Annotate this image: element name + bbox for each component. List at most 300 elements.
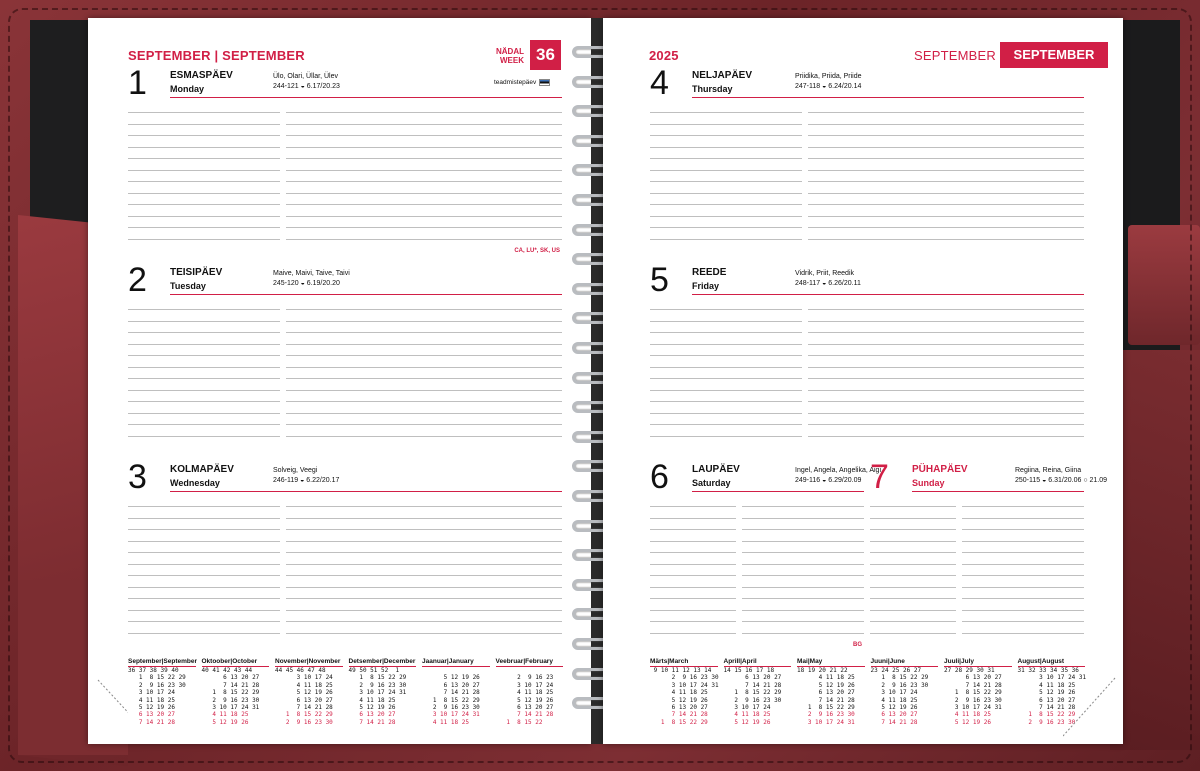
mini-calendar-row: 4 11 18 25 xyxy=(495,689,554,697)
ruled-line xyxy=(128,216,280,217)
mini-calendar xyxy=(496,658,564,726)
mini-calendar-week-numbers: 23 24 25 26 27 xyxy=(870,667,922,674)
day-info-sun: 245-120 ◒ 6.19/20.20 xyxy=(273,280,340,287)
ruled-line xyxy=(650,633,736,634)
mini-calendar-week-numbers: 49 50 51 52 1 xyxy=(348,667,400,674)
ruled-line xyxy=(286,518,562,519)
mini-calendar-row: 2 9 16 23 30 xyxy=(348,681,407,689)
ruled-line xyxy=(650,170,802,171)
day-number: 5 xyxy=(650,261,669,299)
ruled-line xyxy=(650,216,802,217)
mini-calendar-title: Juuni|June xyxy=(871,658,939,667)
mini-calendar-row: 6 13 20 27 xyxy=(201,674,260,682)
day-block xyxy=(128,64,562,254)
ruled-line xyxy=(808,158,1084,159)
ruled-line xyxy=(808,181,1084,182)
mini-calendar-title: Mai|May xyxy=(797,658,865,667)
ruled-line xyxy=(286,309,562,310)
mini-calendar-title: Märts|March xyxy=(650,658,718,667)
mini-calendar-title: November|November xyxy=(275,658,343,667)
ruled-line xyxy=(650,309,802,310)
ruled-line xyxy=(650,239,802,240)
day-block xyxy=(650,64,1084,246)
ruled-line xyxy=(128,378,280,379)
ruled-line xyxy=(962,587,1084,588)
day-name-et: TEISIPÄEV xyxy=(170,267,223,278)
name-day-list: Ülo, Olari, Üllar, Ülev xyxy=(273,73,338,80)
mini-calendar-row: 6 13 20 27 xyxy=(422,681,480,689)
ruled-line xyxy=(286,367,562,368)
ruled-line xyxy=(650,610,736,611)
day-number: 1 xyxy=(128,64,147,102)
ruled-line xyxy=(742,541,864,542)
ruled-line xyxy=(650,181,802,182)
ruled-line xyxy=(650,436,802,437)
mini-calendar xyxy=(349,658,417,726)
mini-calendar-row: 3 10 17 24 xyxy=(870,689,918,697)
ruled-line xyxy=(128,633,280,634)
ruled-line xyxy=(808,227,1084,228)
ruled-line xyxy=(742,575,864,576)
ruled-line xyxy=(808,321,1084,322)
ruled-line xyxy=(650,621,736,622)
ruled-line xyxy=(650,378,802,379)
day-number: 3 xyxy=(128,458,147,496)
ruled-line xyxy=(128,610,280,611)
mini-calendar-row: 5 12 19 26 xyxy=(128,704,186,712)
mini-calendar xyxy=(422,658,490,726)
mini-calendar-row: 2 9 16 23 xyxy=(495,674,554,682)
day-name-en: Friday xyxy=(692,281,720,291)
ruled-line xyxy=(808,193,1084,194)
ruled-line xyxy=(286,575,562,576)
mini-calendar-week-numbers xyxy=(422,667,490,674)
mini-calendar-week-numbers: 18 19 20 21 22 xyxy=(797,667,848,674)
mini-calendar-row: 3 10 17 24 31 xyxy=(348,689,407,697)
ruled-line xyxy=(286,239,562,240)
name-day-list: Maive, Maivi, Taive, Taivi xyxy=(273,270,350,277)
mini-calendar xyxy=(650,658,718,726)
ruled-line xyxy=(286,332,562,333)
corner-cut-guide-right xyxy=(1063,664,1123,744)
day-info-sun: 250-115 ◒ 6.31/20.06 ○ 21.09 xyxy=(1015,477,1108,484)
day-header-rule xyxy=(170,294,562,295)
ruled-line xyxy=(128,147,280,148)
day-number: 6 xyxy=(650,458,669,496)
ruled-line xyxy=(286,436,562,437)
mini-calendar xyxy=(797,658,865,726)
ruled-line xyxy=(650,587,736,588)
day-block xyxy=(650,458,882,648)
ruled-line xyxy=(650,158,802,159)
mini-calendar-row: 4 11 18 25 xyxy=(870,696,918,704)
day-block xyxy=(870,458,1108,640)
ruled-line xyxy=(962,506,1084,507)
mini-calendar-row: 4 11 18 25 xyxy=(650,689,708,697)
mini-calendar-week-numbers: 44 45 46 47 48 xyxy=(275,667,326,674)
name-day-list: Priidika, Priida, Priide xyxy=(795,73,862,80)
ruled-line xyxy=(128,529,280,530)
mini-calendar-row: 4 11 18 25 xyxy=(723,711,771,719)
week-number-badge: 36 xyxy=(530,40,561,70)
mini-calendar-row: 5 12 19 26 xyxy=(650,696,708,704)
ruled-line xyxy=(962,541,1084,542)
mini-calendar-row: 5 12 19 26 xyxy=(495,696,554,704)
name-day-list: Ingel, Angela, Angelika, Aigi xyxy=(795,467,882,474)
day-number: 4 xyxy=(650,64,669,102)
ruled-line xyxy=(808,135,1084,136)
mini-calendar-row: 5 12 19 26 xyxy=(723,718,771,726)
ruled-line xyxy=(650,227,802,228)
mini-calendar-title: Oktoober|October xyxy=(202,658,270,667)
ruled-line xyxy=(962,518,1084,519)
mini-calendar-row: 7 14 21 28 xyxy=(422,689,480,697)
name-day-list: Regiina, Reina, Giina xyxy=(1015,467,1082,474)
country-holiday-note: BG xyxy=(853,642,862,648)
ruled-line xyxy=(650,413,802,414)
mini-calendar-title: August|August xyxy=(1018,658,1086,667)
ruled-line xyxy=(742,598,864,599)
ruled-line xyxy=(128,621,280,622)
mini-calendar xyxy=(871,658,939,726)
ruled-line xyxy=(962,552,1084,553)
mini-calendar-row: 7 14 21 28 xyxy=(495,711,554,719)
ruled-line xyxy=(128,436,280,437)
day-header-rule xyxy=(692,97,1084,98)
ruled-line xyxy=(128,390,280,391)
mini-calendar-title: Jaanuar|January xyxy=(422,658,490,667)
mini-calendar-row: 2 9 16 23 30 xyxy=(201,696,260,704)
day-name-et: KOLMAPÄEV xyxy=(170,464,234,475)
ruled-line xyxy=(808,112,1084,113)
ruled-line xyxy=(650,529,736,530)
month-badge: SEPTEMBER xyxy=(1000,42,1108,68)
mini-calendar-row: 7 14 21 28 xyxy=(797,696,855,704)
ruled-line xyxy=(808,124,1084,125)
mini-calendar-week-numbers: 31 32 33 34 35 36 xyxy=(1017,667,1079,674)
mini-calendar-row: 1 8 15 22 29 xyxy=(422,696,480,704)
ruled-line xyxy=(808,378,1084,379)
day-info-sun: 249-116 ◒ 6.29/20.09 xyxy=(795,477,862,484)
mini-calendar-row: 5 12 19 26 xyxy=(1017,689,1076,697)
day-header-rule xyxy=(692,294,1084,295)
ruled-line xyxy=(650,355,802,356)
name-day-list: Solveig, Veegi xyxy=(273,467,318,474)
day-info-sun: 248-117 ◒ 6.26/20.11 xyxy=(795,280,861,287)
mini-calendar-row: 7 14 21 28 xyxy=(275,704,333,712)
ruled-line xyxy=(128,413,280,414)
day-name-en: Saturday xyxy=(692,478,731,488)
ruled-line xyxy=(650,147,802,148)
ruled-line xyxy=(128,506,280,507)
ruled-line xyxy=(808,390,1084,391)
ruled-line xyxy=(286,227,562,228)
week-label-et: NÄDAL xyxy=(496,47,524,56)
day-block xyxy=(650,261,1084,443)
ruled-line xyxy=(742,587,864,588)
ruled-line xyxy=(742,552,864,553)
mini-calendar-row: 3 10 17 24 xyxy=(723,704,771,712)
ruled-line xyxy=(286,390,562,391)
mini-calendar-row: 6 13 20 27 xyxy=(797,689,855,697)
ruled-line xyxy=(128,401,280,402)
ruled-line xyxy=(128,239,280,240)
ruled-line xyxy=(128,227,280,228)
mini-calendar-row: 5 12 19 26 xyxy=(944,718,991,726)
ruled-line xyxy=(870,518,956,519)
ruled-line xyxy=(870,587,956,588)
ruled-line xyxy=(650,518,736,519)
ruled-line xyxy=(650,112,802,113)
estonian-flag-icon xyxy=(539,79,550,86)
mini-calendar-row: 5 12 19 26 xyxy=(422,674,480,682)
ruled-line xyxy=(742,633,864,634)
ruled-line xyxy=(650,390,802,391)
ruled-line xyxy=(128,193,280,194)
ruled-line xyxy=(962,598,1084,599)
mini-calendar-row: 1 8 15 22 29 xyxy=(275,711,333,719)
mini-calendar-row: 5 12 19 26 xyxy=(348,704,407,712)
mini-calendar-row: 3 10 17 24 31 xyxy=(650,681,719,689)
ruled-line xyxy=(286,216,562,217)
ruled-line xyxy=(286,378,562,379)
ruled-line xyxy=(286,610,562,611)
ruled-line xyxy=(128,309,280,310)
mini-calendar-row: 4 11 18 25 xyxy=(1017,681,1076,689)
day-name-en: Wednesday xyxy=(170,478,220,488)
ruled-line xyxy=(128,158,280,159)
ruled-line xyxy=(962,564,1084,565)
mini-calendar-row: 1 8 15 22 xyxy=(495,718,554,726)
day-name-et: REEDE xyxy=(692,267,727,278)
ruled-line xyxy=(286,564,562,565)
ruled-line xyxy=(128,564,280,565)
mini-calendar xyxy=(275,658,343,726)
mini-calendar-row: 4 11 18 25 xyxy=(128,696,186,704)
mini-calendar-title: Detsember|December xyxy=(348,658,416,665)
ruled-line xyxy=(286,321,562,322)
mini-calendar-week-numbers: 40 41 42 43 44 xyxy=(201,667,253,674)
ruled-line xyxy=(650,598,736,599)
day-name-en: Monday xyxy=(170,84,205,94)
ruled-line xyxy=(742,564,864,565)
name-day-list: Vidrik, Priit, Reedik xyxy=(795,270,855,277)
ruled-line xyxy=(286,506,562,507)
mini-calendar-row: 3 10 17 24 31 xyxy=(201,704,260,712)
mini-calendar-row: 1 8 15 22 29 xyxy=(797,704,855,712)
ruled-line xyxy=(742,506,864,507)
ruled-line xyxy=(286,204,562,205)
ruled-line xyxy=(286,135,562,136)
mini-calendar-row: 7 14 21 28 xyxy=(1017,704,1076,712)
ruled-line xyxy=(286,181,562,182)
mini-calendar xyxy=(128,658,196,726)
ruled-line xyxy=(128,112,280,113)
mini-calendar-week-numbers: 27 28 29 30 31 xyxy=(944,667,995,674)
mini-calendar-title: Juuli|July xyxy=(944,658,1012,667)
mini-calendar-row: 2 9 16 23 30 xyxy=(128,681,186,689)
mini-calendar-row: 4 11 18 25 xyxy=(797,674,855,682)
mini-calendar-row: 5 12 19 26 xyxy=(870,704,918,712)
mini-calendar-week-numbers xyxy=(496,667,564,674)
day-info-sun: 246-119 ◒ 6.22/20.17 xyxy=(273,477,340,484)
day-header-rule xyxy=(170,97,562,98)
ruled-line xyxy=(870,529,956,530)
mini-calendar-row: 3 10 17 24 31 xyxy=(422,711,480,719)
ruled-line xyxy=(286,124,562,125)
ruled-line xyxy=(286,598,562,599)
right-page xyxy=(603,18,1123,744)
ruled-line xyxy=(870,552,956,553)
ruled-line xyxy=(286,147,562,148)
ruled-line xyxy=(808,147,1084,148)
ruled-line xyxy=(962,621,1084,622)
ruled-line xyxy=(962,610,1084,611)
day-name-en: Sunday xyxy=(912,478,945,488)
mini-calendar-row: 6 13 20 27 xyxy=(944,674,1002,682)
page-month-title-right: SEPTEMBER xyxy=(914,48,996,63)
mini-calendar-title: Aprill|April xyxy=(724,658,792,667)
week-label xyxy=(484,47,524,65)
corner-cut-guide-left xyxy=(88,664,128,744)
mini-calendar xyxy=(724,658,792,726)
day-name-en: Tuesday xyxy=(170,281,206,291)
mini-calendar-week-numbers: 36 37 38 39 40 xyxy=(128,667,179,674)
mini-calendar-row: 7 14 21 28 xyxy=(723,681,782,689)
ruled-line xyxy=(808,170,1084,171)
ruled-line xyxy=(286,112,562,113)
ruled-line xyxy=(870,598,956,599)
mini-calendar-row: 2 9 16 23 30 xyxy=(650,674,719,682)
mini-calendar-row: 3 10 17 24 31 xyxy=(1017,674,1087,682)
mini-calendar-row: 6 13 20 27 xyxy=(495,704,554,712)
ruled-line xyxy=(286,587,562,588)
ruled-line xyxy=(808,239,1084,240)
mini-calendar-row: 1 8 15 22 29 xyxy=(128,674,186,682)
ruled-line xyxy=(128,135,280,136)
ruled-line xyxy=(128,587,280,588)
ruled-line xyxy=(650,424,802,425)
mini-calendar-row: 7 14 21 28 xyxy=(944,681,1002,689)
ruled-line xyxy=(742,529,864,530)
mini-calendar-row: 2 9 16 23 30 xyxy=(723,696,782,704)
week-label-en: WEEK xyxy=(500,56,524,65)
mini-calendar-row: 7 14 21 28 xyxy=(201,681,260,689)
ruled-line xyxy=(286,344,562,345)
ruled-line xyxy=(286,355,562,356)
ruled-line xyxy=(128,424,280,425)
day-number: 7 xyxy=(870,458,889,496)
mini-calendar xyxy=(202,658,270,726)
ruled-line xyxy=(808,216,1084,217)
mini-calendar-row: 6 13 20 27 xyxy=(870,711,918,719)
ruled-line xyxy=(650,124,802,125)
ruled-line xyxy=(962,633,1084,634)
ruled-line xyxy=(286,424,562,425)
mini-calendar-row: 1 8 15 22 29 xyxy=(650,718,708,726)
holiday-text: teadmistepäev xyxy=(494,79,537,87)
day-block xyxy=(128,261,562,443)
mini-calendar-row: 5 12 19 26 xyxy=(797,681,855,689)
holiday-label xyxy=(494,79,550,86)
mini-calendar-row: 6 13 20 27 xyxy=(650,704,708,712)
ruled-line xyxy=(808,204,1084,205)
left-page xyxy=(88,18,591,744)
mini-calendar-row: 2 9 16 23 30 xyxy=(944,696,1002,704)
mini-calendar-row: 2 9 16 23 30 xyxy=(1017,718,1076,726)
day-block xyxy=(128,458,562,640)
ruled-line xyxy=(962,529,1084,530)
mini-calendar-row: 6 13 20 27 xyxy=(128,711,186,719)
ruled-line xyxy=(128,355,280,356)
ruled-line xyxy=(808,401,1084,402)
mini-calendar-row: 4 11 18 25 xyxy=(275,681,333,689)
ruled-line xyxy=(650,135,802,136)
ruled-line xyxy=(870,541,956,542)
ruled-line xyxy=(128,344,280,345)
ruled-line xyxy=(808,309,1084,310)
mini-calendar-row: 3 10 17 24 xyxy=(128,689,186,697)
mini-calendar-row: 6 13 20 27 xyxy=(723,674,782,682)
mini-calendar-row: 6 13 20 27 xyxy=(275,696,333,704)
day-name-et: PÜHAPÄEV xyxy=(912,464,968,475)
day-name-et: NELJAPÄEV xyxy=(692,70,753,81)
ruled-line xyxy=(650,541,736,542)
mini-calendar-week-numbers: 9 10 11 12 13 14 xyxy=(650,667,712,674)
mini-calendar-row: 7 14 21 28 xyxy=(870,718,918,726)
mini-calendar-row: 1 8 15 22 29 xyxy=(1017,711,1076,719)
day-header-rule xyxy=(170,491,562,492)
mini-calendar-row: 7 14 21 28 xyxy=(348,718,407,726)
ruled-line xyxy=(286,401,562,402)
day-info-sun: 244-121 ◒ 6.17/20.23 xyxy=(273,83,340,90)
ruled-line xyxy=(128,367,280,368)
mini-calendar-row: 1 8 15 22 29 xyxy=(944,689,1002,697)
ruled-line xyxy=(650,506,736,507)
mini-calendar-row: 6 13 20 27 xyxy=(1017,696,1076,704)
mini-calendar-row: 3 10 17 24 xyxy=(495,681,554,689)
ruled-line xyxy=(286,170,562,171)
ruled-line xyxy=(128,552,280,553)
ruled-line xyxy=(650,204,802,205)
mini-calendar-row: 3 10 17 24 31 xyxy=(797,718,855,726)
ruled-line xyxy=(128,332,280,333)
ruled-line xyxy=(962,575,1084,576)
ruled-line xyxy=(286,633,562,634)
mini-calendar-row: 6 13 20 27 xyxy=(348,711,407,719)
ruled-line xyxy=(286,158,562,159)
ruled-line xyxy=(650,367,802,368)
ruled-line xyxy=(128,518,280,519)
mini-calendar-row: 3 10 17 24 31 xyxy=(944,704,1002,712)
ruled-line xyxy=(128,170,280,171)
ruled-line xyxy=(650,564,736,565)
ruled-line xyxy=(870,610,956,611)
ruled-line xyxy=(742,621,864,622)
mini-calendar-row: 2 9 16 23 30 xyxy=(275,718,333,726)
mini-calendar-row: 2 9 16 23 30 xyxy=(797,711,855,719)
ruled-line xyxy=(650,575,736,576)
mini-calendar-row: 7 14 21 28 xyxy=(650,711,708,719)
ruled-line xyxy=(870,633,956,634)
mini-calendar-row: 1 8 15 22 29 xyxy=(201,689,260,697)
ruled-line xyxy=(808,367,1084,368)
mini-calendar-row: 4 11 18 25 xyxy=(348,696,407,704)
day-number: 2 xyxy=(128,261,147,299)
ruled-line xyxy=(286,529,562,530)
ruled-line xyxy=(742,518,864,519)
ruled-line xyxy=(870,575,956,576)
